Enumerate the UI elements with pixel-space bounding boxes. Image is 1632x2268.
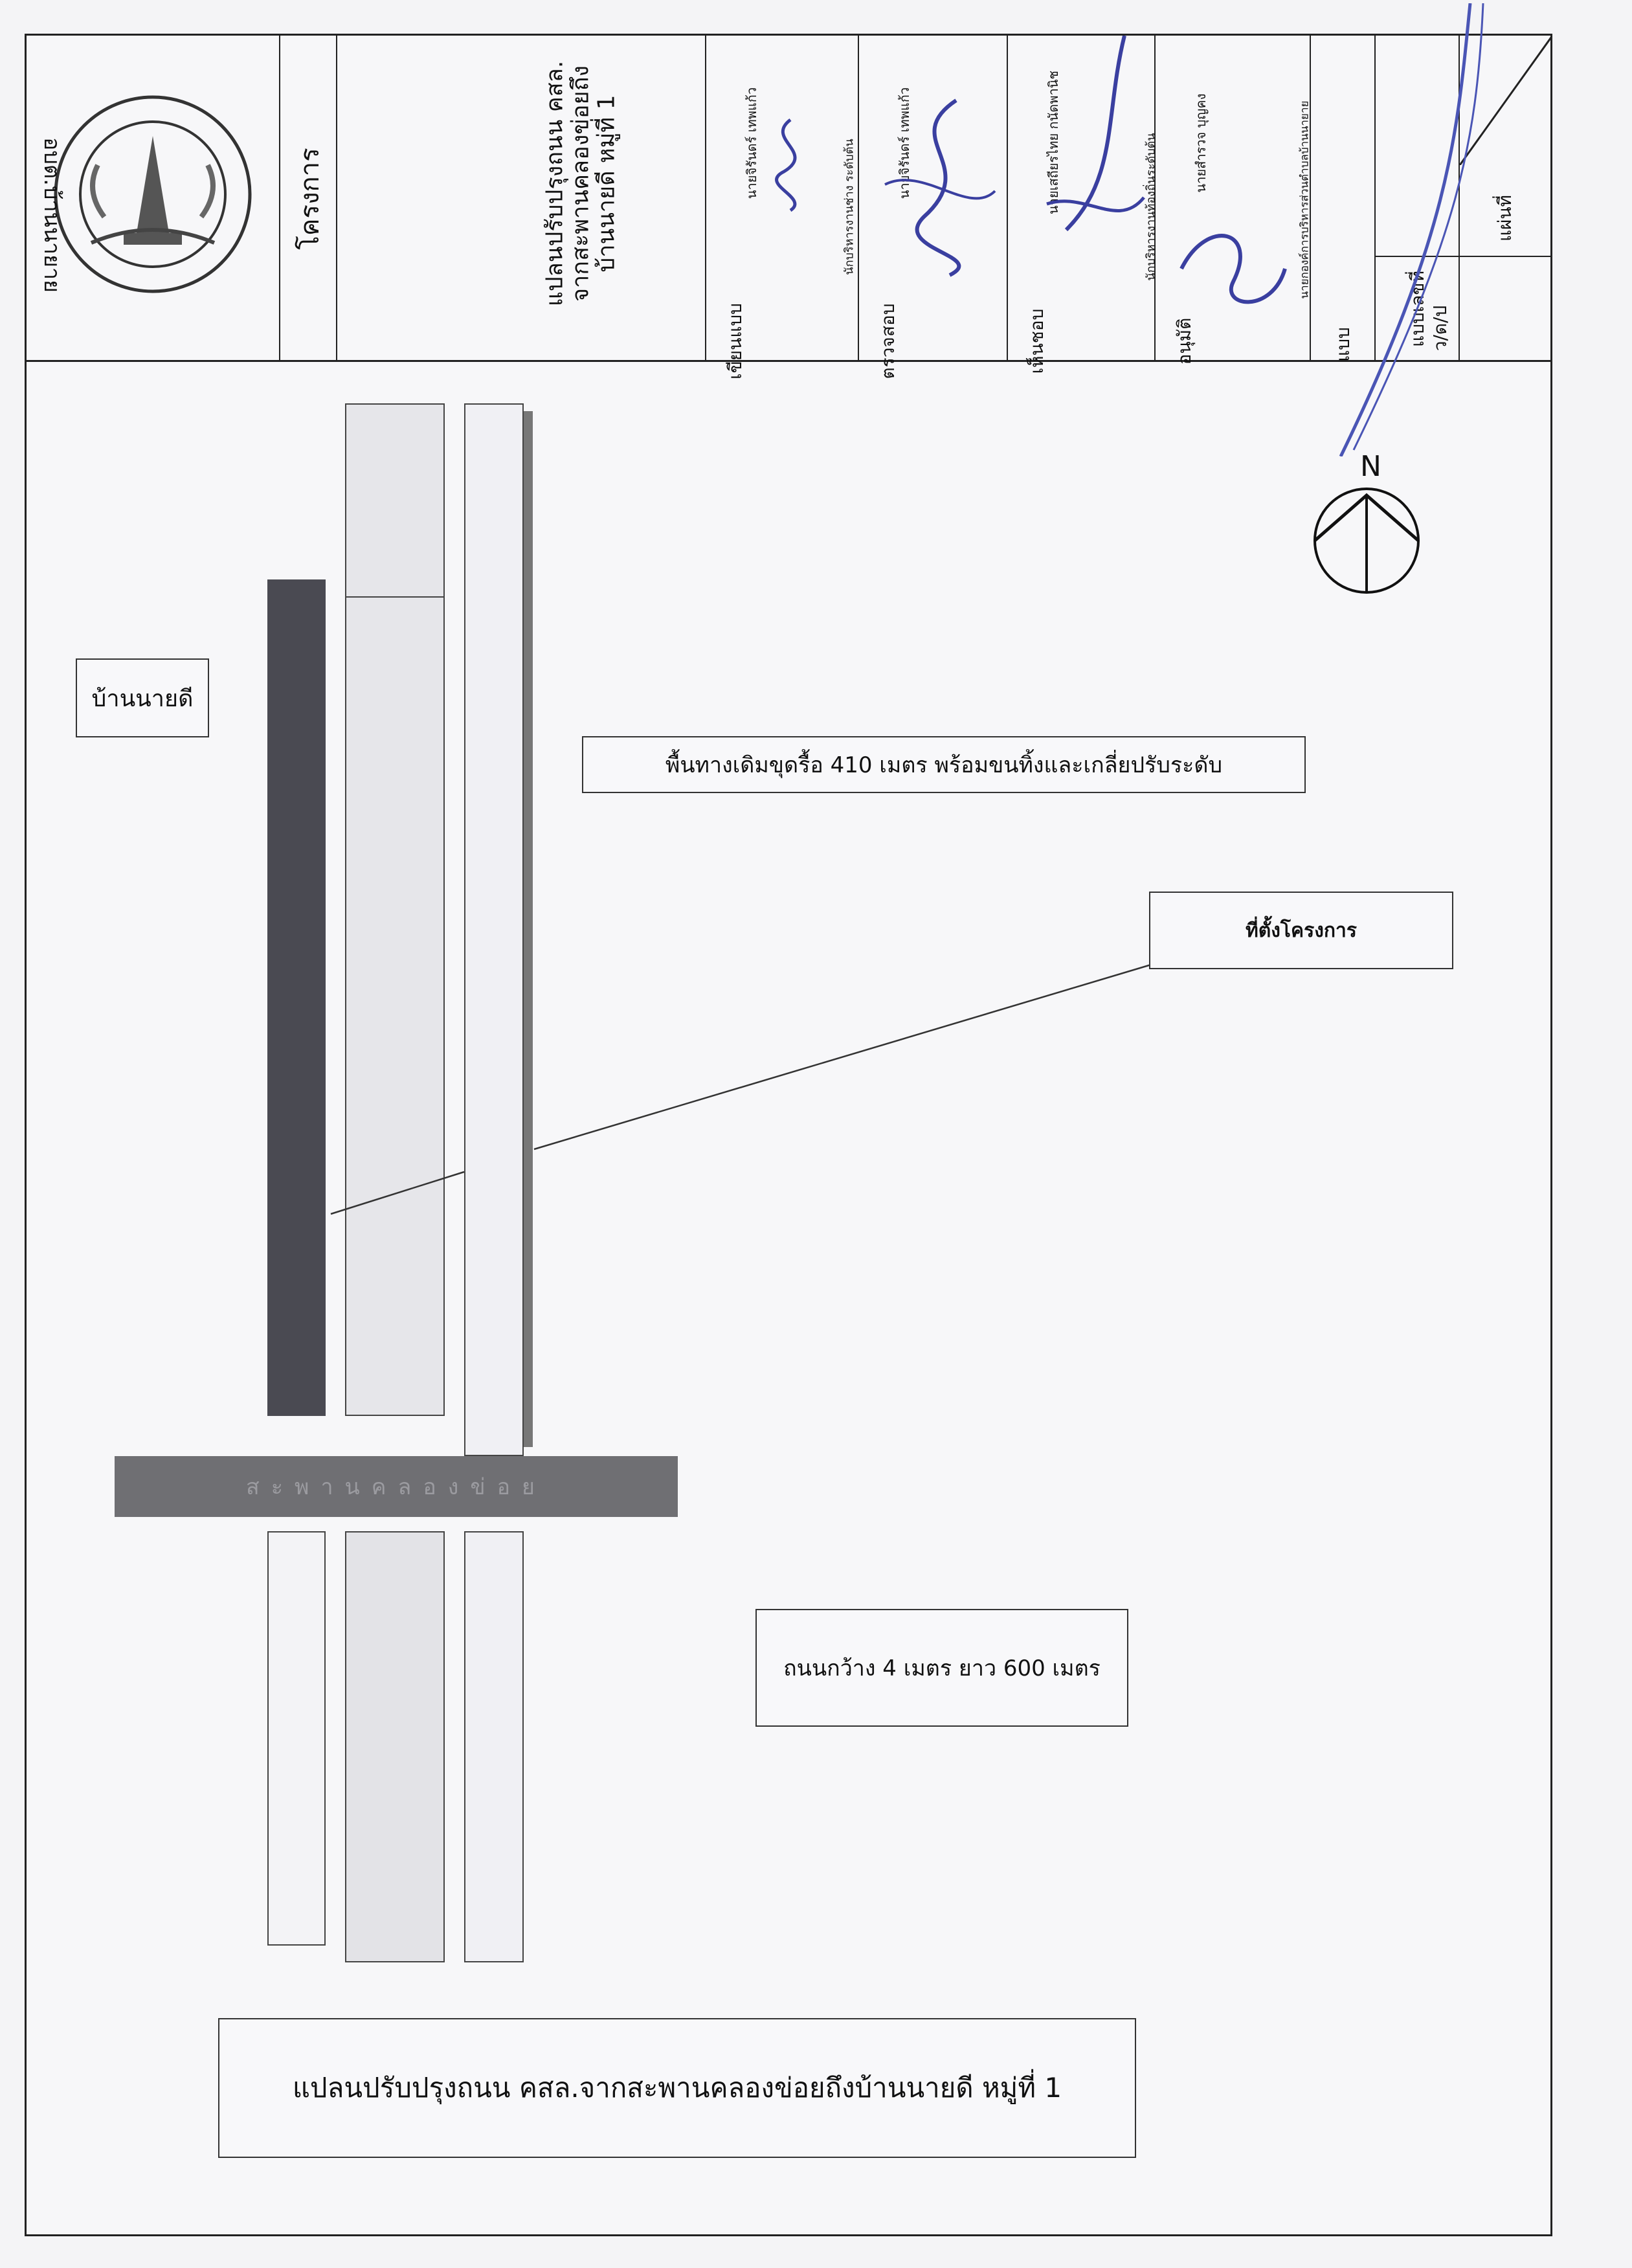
lower-right-band (464, 1531, 524, 1962)
draftsman-name: นายจิรันดร์ เทพแก้ว (744, 87, 759, 199)
seal-cell (27, 36, 280, 362)
title-block (27, 36, 1552, 379)
existing-road-strip (267, 579, 326, 1416)
upper-road-band-divider (345, 596, 445, 598)
village-label-box (76, 658, 209, 737)
consent-position: นักบริหารงานท้องถิ่นระดับต้น (1144, 133, 1158, 281)
draftsman-role: เขียนแบบ (724, 303, 746, 379)
project-site-label-box (1149, 892, 1453, 969)
north-arrow-icon (1308, 482, 1425, 599)
road-spec-label-box (755, 1609, 1128, 1727)
sheet-number-label: แผ่นที่ (1494, 194, 1515, 242)
consent-name: นายเสถียรไทย กนัดพานิช (1045, 71, 1061, 214)
seal-text: อบต.บ้านนายาย (39, 137, 65, 293)
project-label-cell (280, 36, 337, 362)
project-name-line1: แปลนปรับปรุงถนน คสล. (541, 60, 568, 307)
caption-label: แปลนปรับปรุงถนน คสล.จากสะพานคลองข่อยถึงบ้านนายดี หมู่ที่ 1 (292, 2072, 1062, 2104)
approval-name: นายสำรวจ บุญคง (1193, 93, 1209, 193)
caption-box (218, 2018, 1136, 2158)
right-road-shadow (524, 411, 533, 1447)
draftsman-position: นักบริหารงานช่าง ระดับต้น (842, 139, 856, 275)
lower-middle-band (345, 1531, 445, 1962)
bridge-label: สะพานคลองข่อย (246, 1474, 546, 1500)
project-name-cell (337, 36, 706, 362)
north-label: N (1360, 450, 1381, 483)
upper-road-band (345, 403, 445, 1416)
right-road-band (464, 403, 524, 1456)
road-spec-label: ถนนกว้าง 4 เมตร ยาว 600 เมตร (783, 1656, 1101, 1681)
existing-surface-label: พื้นทางเดิมขุดรื้อ 410 เมตร พร้อมขนทิ้งและเกลี่ยปรับระดับ (665, 752, 1223, 778)
checker-cell (859, 36, 1008, 379)
checker-signature-icon (872, 87, 1001, 282)
draftsman-signature-icon (752, 113, 829, 217)
approval-cell (1156, 36, 1312, 365)
organization-seal-icon (46, 87, 260, 301)
approval-role: อนุมัติ (1174, 317, 1195, 365)
approval-signature-icon (1168, 204, 1298, 333)
project-name-line2: จากสะพานคลองข่อยถึง (567, 65, 594, 302)
draftsman-cell (706, 36, 859, 379)
existing-surface-label-box (582, 736, 1306, 793)
plan-number-label: แบบเลขที่ (1407, 271, 1428, 347)
plan-label: แบบ (1332, 327, 1354, 362)
consent-role: เห็นชอบ (1026, 308, 1047, 374)
checker-name: นายจิรันดร์ เทพแก้ว (897, 87, 912, 199)
checker-role: ตรวจสอบ (877, 303, 899, 379)
pen-stroke-icon (1289, 3, 1548, 456)
bridge-bar (115, 1456, 678, 1517)
project-site-label: ที่ตั้งโครงการ (1246, 919, 1357, 942)
lower-left-band (267, 1531, 326, 1946)
village-label: บ้านนายดี (91, 685, 194, 712)
plan-number-value: ว/ด/ป (1429, 305, 1451, 352)
project-label: โครงการ (295, 148, 325, 250)
project-name-line3: บ้านนายดี หมู่ที่ 1 (593, 95, 620, 273)
consent-cell (1008, 36, 1158, 374)
approval-position: นายกองค์การบริหารส่วนตำบลบ้านนายาย (1298, 100, 1312, 299)
consent-signature-icon (1027, 36, 1157, 269)
drawing-sheet (25, 34, 1552, 2236)
